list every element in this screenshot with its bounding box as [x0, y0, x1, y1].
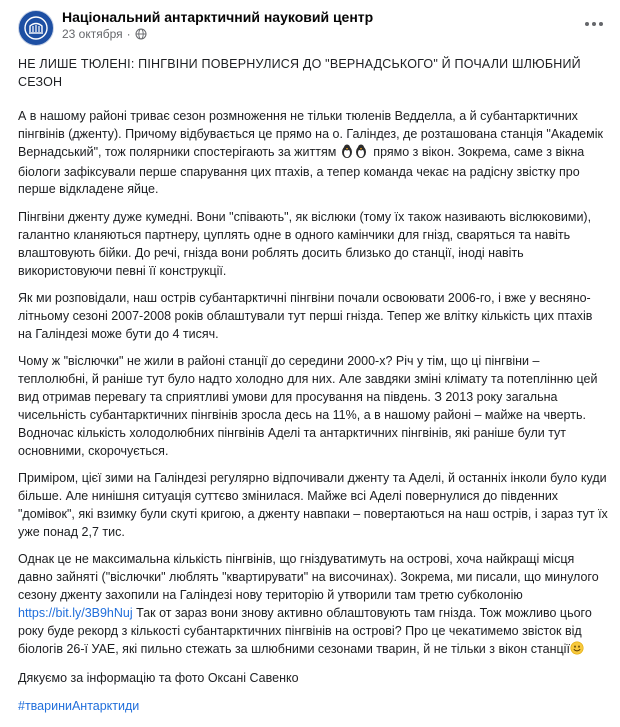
paragraph-3: Як ми розповідали, наш острів субантарктичні пінгвіни почали освоювати 2006-го, і вже у весняно-літньому сезоні 2007-2008 років облаштували тут перші гнізда. Тепер же влітку кількість цих птахів на Галіндезі може бути до 4 тисяч. — [18, 290, 593, 341]
page-avatar[interactable] — [18, 10, 54, 46]
paragraph-2: Пінгвіни дженту дуже кумедні. Вони "співають", як віслюки (тому їх також називають віслюковими), галантно кланяються партнеру, цуплять одне в одного камінчики для гнізд, сваряться та навіть влаштовують бійки. До речі, гнізда вони роблять досить близько до станції, іноді навіть використовуючи певні її конструкції. — [18, 209, 592, 278]
smile-emoji-icon — [570, 641, 584, 661]
paragraph-1-tail: прямо з вікон. Зокрема, саме з вікна біологи зафіксували перше спарування цих птахів, а тепер команда чекає на радісну звістку про перше відкладене яйце. — [18, 144, 585, 197]
header-text — [62, 8, 580, 42]
meta-separator: · — [126, 27, 131, 41]
paragraph-5: Приміром, цієї зими на Галіндезі регулярно відпочивали дженту та Аделі, й останніх інколи було куди більше. Але нинішня ситуація суттєво змінилася. Майже всі Аделі повернулися до південних "домівок", які взимку були скуті кригою, а дженту навпаки – повертаються на наш острів, і зараз тут їх уже понад 2,7 тис. — [18, 471, 608, 539]
paragraph-1 — [18, 108, 608, 200]
subcolony-link[interactable]: https://bit.ly/3B9hNuj — [18, 605, 133, 620]
nanc-logo-icon — [23, 15, 49, 41]
paragraph-6 — [18, 551, 608, 660]
paragraph-4: Чому ж "віслючки" не жили в районі станції до середини 2000-х? Річ у тім, що ці пінгвіни – теплолюбні, й раніше тут було надто холодно для них. Але завдяки зміні клімату та потеплінню цей вид отримав перевагу та сприятливі умови для просування на південь. З 2013 року загальна чисельність субантарктичних пінгвінів зросла десь на 11%, а в нашому районі – майже на чверть. Водночас кількість холодолюбних пінгвінів Аделі та антарктичних пінгвінів, які раніше були тут основними, скорочується. — [18, 354, 598, 458]
globe-icon — [135, 28, 147, 40]
paragraph-6-end: Так от зараз вони знову активно облаштовують там гнізда. Тож можливо цього року буде рекорд з кількості субантарктичних пінгвінів на острові? Про це чекатимемо звісток від біологів 26-ї УАЕ, які пильно стежать за шлюбними сезонами тварин, й не тільки з вікон станції — [18, 605, 592, 656]
post-meta — [62, 26, 580, 42]
more-options-icon — [584, 21, 604, 27]
paragraph-7: Дякуємо за інформацію та фото Оксані Савенко — [18, 671, 299, 686]
post-content — [18, 56, 608, 716]
page-name[interactable]: Національний антарктичний науковий центр — [62, 9, 374, 25]
post-title: НЕ ЛИШЕ ТЮЛЕНІ: ПІНГВІНИ ПОВЕРНУЛИСЯ ДО "ВЕРНАДСЬКОГО" Й ПОЧАЛИ ШЛЮБНИЙ СЕЗОН — [18, 57, 581, 89]
paragraph-6-start: Однак це не максимальна кількість пінгвінів, що гніздуватимуть на острові, хоча найкращі місця давно зайняті ("віслючки" люблять "квартирувати" на височинах). Зокрема, ми писали, що минулого сезону дженту захопили на Галіндезі нову територію й утворили там третю субколонію — [18, 552, 599, 603]
hashtag-link[interactable]: #твариниАнтарктиди — [18, 699, 140, 714]
more-options-button[interactable] — [580, 10, 608, 38]
post-header — [18, 8, 608, 52]
paragraph-1-text: А в нашому районі триває сезон розмноження не тільки тюленів Ведделла, а й субантарктичних пінгвінів (дженту). Причому відбувається це прямо на о. Галіндез, де розташована станція "Академік Вернадський", тож полярники спостерігають за життям — [18, 108, 603, 159]
penguin-emoji-icon — [340, 144, 370, 164]
post-date[interactable]: 23 октября — [62, 27, 123, 41]
